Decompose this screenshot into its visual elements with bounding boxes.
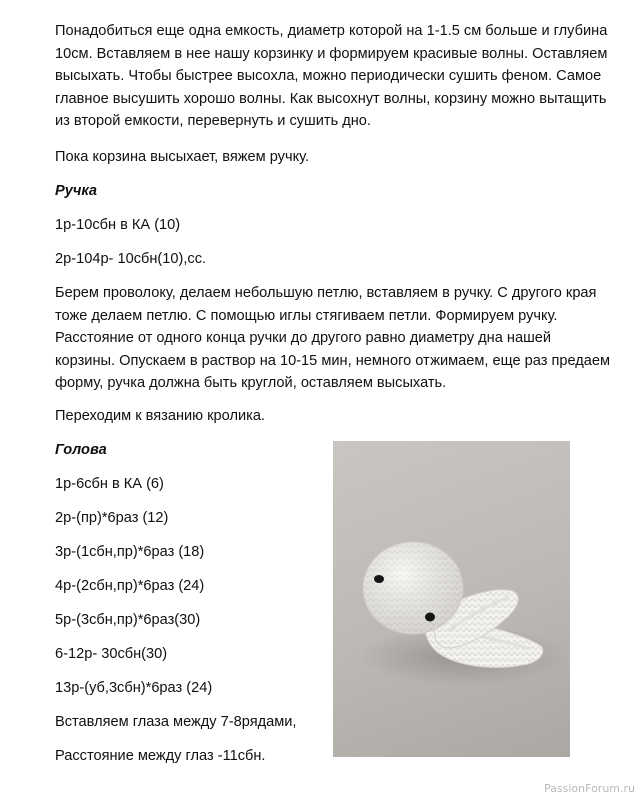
head-row-7: 13р-(уб,3сбн)*6раз (24)	[55, 680, 213, 696]
handle-row-2: 2р-104р- 10сбн(10),сс.	[55, 251, 207, 267]
handle-instructions: Берем проволоку, делаем небольшую петлю, вставляем в ручку. С другого края тоже делаем петлю. С помощью иглы стягиваем петли. Формируем ручку. Расстояние от одного конца ручки до другого равно диаметру дна нашей корзины. Опускаем в раствор на 10-15 мин, немного отжимаем, еще раз предаем форму, ручка должна быть круглой, оставляем высыхать.	[55, 285, 611, 391]
rabbit-intro-text: Переходим к вязанию кролика.	[55, 408, 265, 424]
head-row-5: 5р-(3сбн,пр)*6раз(30)	[55, 612, 201, 628]
bunny-eye-left	[374, 575, 384, 583]
handle-row-1: 1р-10сбн в КА (10)	[55, 217, 181, 233]
head-eye-distance: Расстояние между глаз -11сбн.	[55, 748, 266, 764]
head-row-1: 1р-6сбн в КА (6)	[55, 476, 164, 492]
watermark-text: PassionForum.ru	[544, 782, 635, 795]
bunny-eye-right	[425, 613, 435, 622]
intro-paragraph: Понадобиться еще одна емкость, диаметр которой на 1-1.5 см больше и глубина 10см. Вставляем в нее нашу корзинку и формируем красивые волны. Оставляем высыхать. Чтобы быстрее высохла, можно периодически сушить феном. Самое главное высушить хорошо волны. Как высохнут волны, корзину можно вытащить из второй емкости, перевернуть и сушить дно.	[55, 23, 608, 129]
crochet-bunny-illustration	[333, 441, 570, 757]
basket-drying-text: Пока корзина высыхает, вяжем ручку.	[55, 149, 310, 165]
handle-heading: Ручка	[55, 183, 98, 199]
head-row-3: 3р-(1сбн,пр)*6раз (18)	[55, 544, 205, 560]
bunny-head	[363, 542, 463, 634]
head-heading: Голова	[55, 442, 107, 458]
head-eyes-note: Вставляем глаза между 7-8рядами,	[55, 714, 297, 730]
head-row-2: 2р-(пр)*6раз (12)	[55, 510, 169, 526]
head-row-4: 4р-(2сбн,пр)*6раз (24)	[55, 578, 205, 594]
crochet-bunny-photo	[333, 441, 570, 757]
head-row-6: 6-12р- 30сбн(30)	[55, 646, 168, 662]
